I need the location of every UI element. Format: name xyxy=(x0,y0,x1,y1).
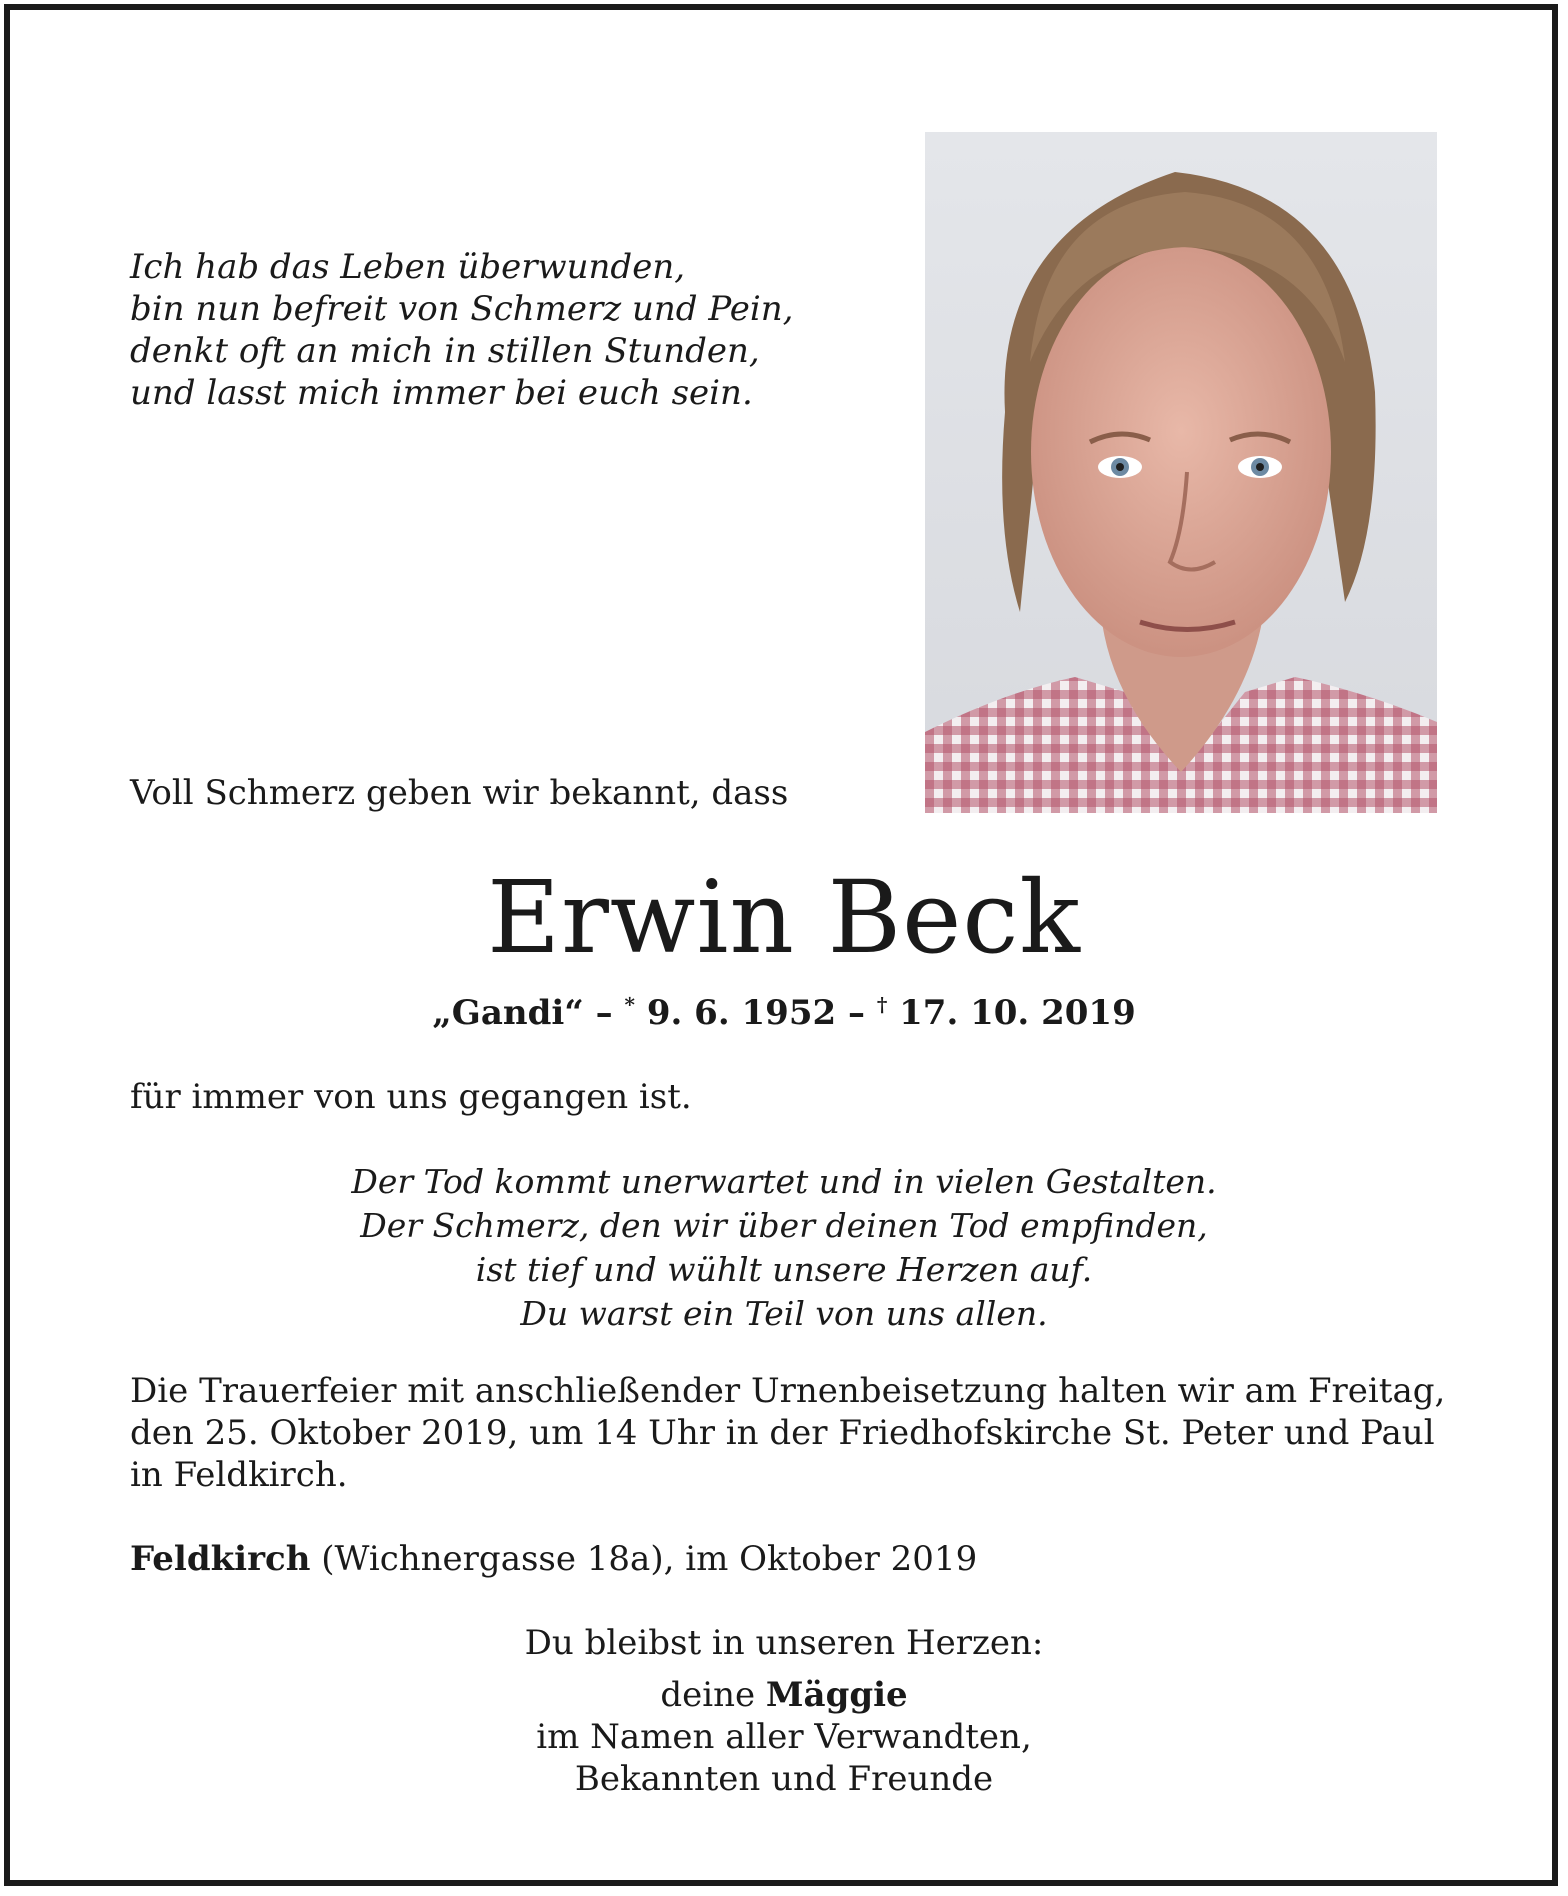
deceased-name: Erwin Beck xyxy=(487,859,1081,976)
intro-text: Voll Schmerz geben wir bekannt, dass xyxy=(130,773,789,813)
gone-text: für immer von uns gegangen ist. xyxy=(130,1077,692,1117)
nickname: „Gandi“ xyxy=(432,993,584,1033)
place-city: Feldkirch xyxy=(130,1539,311,1579)
poem-line: und lasst mich immer bei euch sein. xyxy=(130,373,753,413)
verse-line: Der Schmerz, den wir über deinen Tod empfinden, xyxy=(360,1206,1208,1245)
signature-line-2: im Namen aller Verwandten, xyxy=(536,1717,1032,1757)
verse-line: Du warst ein Teil von uns allen. xyxy=(520,1294,1048,1333)
signature-name: Mäggie xyxy=(765,1675,908,1715)
portrait-photo xyxy=(925,132,1437,813)
death-symbol: † xyxy=(876,992,888,1017)
separator: – xyxy=(583,993,625,1033)
birth-date: 9. 6. 1952 xyxy=(635,993,837,1033)
life-dates xyxy=(0,990,1568,1036)
verse-line: Der Tod kommt unerwartet und in vielen Gestalten. xyxy=(351,1162,1217,1201)
place-and-date xyxy=(130,1538,977,1580)
ceremony-line: in Feldkirch. xyxy=(130,1455,348,1495)
closing-signature xyxy=(0,1622,1568,1800)
verse-line: ist tief und wühlt unsere Herzen auf. xyxy=(475,1250,1093,1289)
closing-heading: Du bleibst in unseren Herzen: xyxy=(524,1623,1044,1663)
signature-line xyxy=(0,1674,1568,1716)
ceremony-details xyxy=(130,1370,1450,1496)
opening-poem xyxy=(130,246,793,414)
poem-line: bin nun befreit von Schmerz und Pein, xyxy=(130,289,794,329)
death-date: 17. 10. 2019 xyxy=(887,993,1136,1033)
poem-line: denkt oft an mich in stillen Stunden, xyxy=(130,331,760,371)
memorial-verse xyxy=(0,1160,1568,1336)
signature-line-3: Bekannten und Freunde xyxy=(574,1759,994,1799)
ceremony-line: den 25. Oktober 2019, um 14 Uhr in der Friedhofskirche St. Peter und Paul xyxy=(130,1413,1435,1453)
place-rest: (Wichnergasse 18a), im Oktober 2019 xyxy=(310,1539,978,1579)
signature-prefix: deine xyxy=(660,1675,766,1715)
birth-symbol: * xyxy=(624,992,635,1017)
poem-line: Ich hab das Leben überwunden, xyxy=(130,247,686,287)
separator: – xyxy=(836,993,877,1033)
ceremony-line: Die Trauerfeier mit anschließender Urnenbeisetzung halten wir am Freitag, xyxy=(130,1371,1446,1411)
